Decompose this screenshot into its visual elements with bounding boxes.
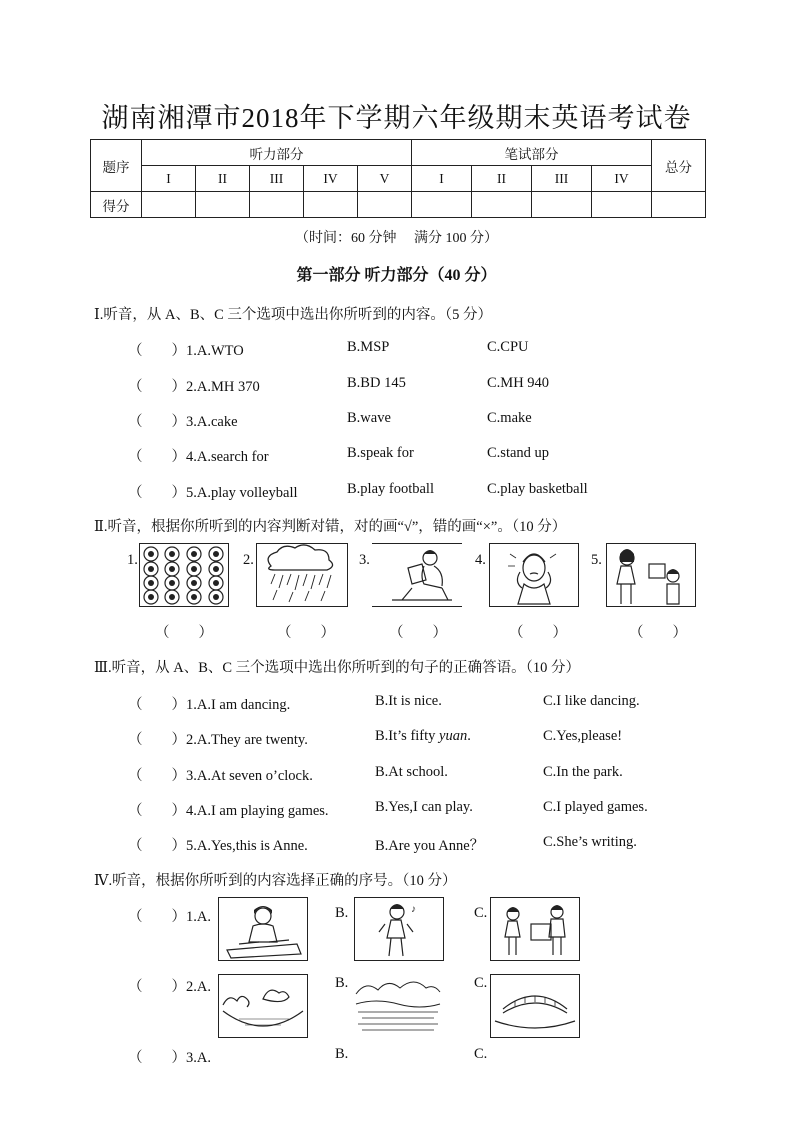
s3-item-a: （ ）3.A.At seven o’clock. (128, 768, 313, 784)
s2-number: 3. (359, 552, 370, 568)
s2-number: 1. (127, 552, 138, 568)
writing-col: IV (592, 166, 652, 192)
listening-header: 听力部分 (142, 140, 412, 166)
score-cell[interactable] (358, 192, 412, 218)
s1-item-c: C.MH 940 (487, 375, 550, 391)
s1-item-a: （ ）1.A.WTO (128, 343, 244, 359)
s1-item-c: C.make (487, 410, 532, 426)
bridge-picture (490, 974, 580, 1038)
writing-col: III (532, 166, 592, 192)
s4-item-a: （ ）1.A. (128, 909, 211, 925)
s3-item-b: B.At school. (375, 764, 448, 780)
score-cell[interactable] (532, 192, 592, 218)
s3-item-a: （ ）4.A.I am playing games. (128, 803, 329, 819)
section3-heading: Ⅲ.听音，从 A、B、C 三个选项中选出你所听到的句子的正确答语。（10 分） (94, 660, 581, 676)
s3-item-b: B.Yes,I can play. (375, 799, 473, 815)
part1-title: 第一部分 听力部分（40 分） (296, 267, 497, 284)
s1-item-b: B.speak for (347, 445, 414, 461)
rain-cloud-picture (256, 543, 348, 607)
s4-item-a: （ ）2.A. (128, 979, 211, 995)
writing-col: II (472, 166, 532, 192)
reading-man-picture (372, 543, 462, 607)
listening-col: II (196, 166, 250, 192)
listening-col: I (142, 166, 196, 192)
writing-header: 笔试部分 (412, 140, 652, 166)
teacher-student-picture (606, 543, 696, 607)
page-title: 湖南湘潭市2018年下学期六年级期末英语考试卷 (101, 103, 692, 133)
s3-item-a: （ ）1.A.I am dancing. (128, 697, 291, 713)
river-hills-picture (354, 974, 442, 1036)
s3-item-b: B.Are you Anne？ (375, 838, 485, 854)
score-cell[interactable] (250, 192, 304, 218)
score-table (90, 139, 706, 218)
score-cell[interactable] (592, 192, 652, 218)
s4-item-c: C. (474, 1046, 488, 1062)
score-cell[interactable] (652, 192, 706, 218)
s2-answer-bracket[interactable]: （ ） (389, 625, 447, 641)
boy-singing-picture (354, 897, 444, 961)
s3-item-a: （ ）2.A.They are twenty. (128, 732, 308, 748)
s3-item-c: C.She’s writing. (543, 834, 637, 850)
time-info: （时间：60 分钟 满分 100 分） (295, 231, 498, 246)
s3-item-c: C.In the park. (543, 764, 623, 780)
score-label: 得分 (91, 192, 142, 218)
s1-item-a: （ ）3.A.cake (128, 414, 238, 430)
s2-number: 5. (591, 552, 602, 568)
girl-writing-picture (218, 897, 308, 961)
score-cell[interactable] (142, 192, 196, 218)
s3-item-a: （ ）5.A.Yes,this is Anne. (128, 838, 308, 854)
s4-item-a: （ ）3.A. (128, 1050, 211, 1066)
kids-playing-picture (490, 897, 580, 961)
score-cell[interactable] (196, 192, 250, 218)
row-label-cell: 题序 (91, 140, 142, 192)
section2-heading: Ⅱ.听音，根据你所听到的内容判断对错，对的画“√”，错的画“×”。（10 分） (94, 519, 567, 535)
score-cell[interactable] (412, 192, 472, 218)
coins-picture (139, 543, 229, 607)
s3-item-c: C.I played games. (543, 799, 648, 815)
s2-answer-bracket[interactable]: （ ） (155, 625, 213, 641)
s1-item-b: B.play football (347, 481, 434, 497)
listening-col: IV (304, 166, 358, 192)
s3-item-b: B.It’s fifty yuan. (375, 728, 471, 744)
score-cell[interactable] (304, 192, 358, 218)
s1-item-a: （ ）4.A.search for (128, 449, 269, 465)
s2-answer-bracket[interactable]: （ ） (509, 625, 567, 641)
section1-heading: Ⅰ.听音，从 A、B、C 三个选项中选出你所听到的内容。（5 分） (94, 307, 493, 323)
score-cell[interactable] (472, 192, 532, 218)
svg-text:♪: ♪ (411, 904, 416, 915)
s1-item-a: （ ）5.A.play volleyball (128, 485, 298, 501)
s1-item-c: C.CPU (487, 339, 529, 355)
s4-item-b: B. (335, 905, 349, 921)
s3-item-c: C.I like dancing. (543, 693, 640, 709)
rocks-lake-picture (218, 974, 308, 1038)
s3-item-b: B.It is nice. (375, 693, 442, 709)
s2-number: 2. (243, 552, 254, 568)
s4-item-b: B. (335, 975, 349, 991)
s2-number: 4. (475, 552, 486, 568)
s4-item-c: C. (474, 975, 488, 991)
sick-girl-picture (489, 543, 579, 607)
writing-col: I (412, 166, 472, 192)
listening-col: V (358, 166, 412, 192)
s2-answer-bracket[interactable]: （ ） (277, 625, 335, 641)
listening-col: III (250, 166, 304, 192)
s1-item-b: B.BD 145 (347, 375, 406, 391)
total-header: 总分 (652, 140, 706, 192)
s1-item-c: C.stand up (487, 445, 550, 461)
s4-item-b: B. (335, 1046, 349, 1062)
s1-item-b: B.wave (347, 410, 391, 426)
s1-item-c: C.play basketball (487, 481, 588, 497)
s4-item-c: C. (474, 905, 488, 921)
s3-item-c: C.Yes,please! (543, 728, 623, 744)
s1-item-a: （ ）2.A.MH 370 (128, 379, 260, 395)
s2-answer-bracket[interactable]: （ ） (629, 625, 687, 641)
section4-heading: Ⅳ.听音，根据你所听到的内容选择正确的序号。（10 分） (94, 873, 457, 889)
s1-item-b: B.MSP (347, 339, 390, 355)
